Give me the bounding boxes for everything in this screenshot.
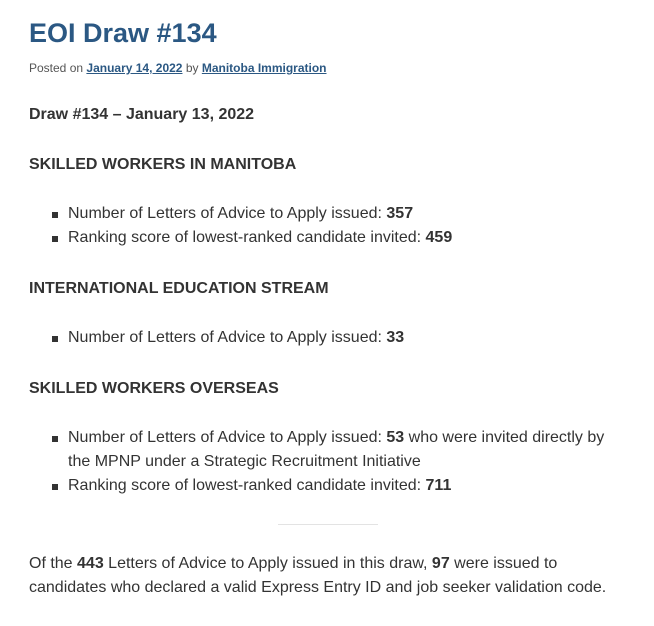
- section-heading-skilled-overseas: SKILLED WORKERS OVERSEAS: [29, 380, 279, 397]
- skilled-overseas-list: [50, 426, 620, 498]
- section-heading-skilled-manitoba: SKILLED WORKERS IN MANITOBA: [29, 156, 297, 173]
- summary-suffix: were issued to candidates who declared a valid Express Entry ID and job seeker validation code.: [29, 555, 607, 596]
- summary-total: 443: [77, 555, 104, 572]
- item-label: Ranking score of lowest-ranked candidate invited:: [68, 229, 426, 246]
- item-value: 357: [386, 205, 414, 222]
- list-item: [50, 474, 620, 498]
- summary-prefix: Of the: [29, 555, 78, 572]
- skilled-manitoba-list: [50, 202, 620, 250]
- item-value: 459: [425, 229, 453, 246]
- list-item: [50, 226, 620, 250]
- post-meta: [29, 60, 327, 76]
- summary-express-count: 97: [431, 555, 450, 572]
- item-value: 53: [386, 429, 405, 446]
- list-item: [50, 326, 620, 350]
- section-heading-international-education: INTERNATIONAL EDUCATION STREAM: [29, 280, 329, 297]
- summary-middle: Letters of Advice to Apply issued in this draw,: [103, 555, 432, 572]
- bullet-icon: [52, 484, 58, 490]
- item-label: Ranking score of lowest-ranked candidate invited:: [68, 477, 426, 494]
- item-label: Number of Letters of Advice to Apply issued:: [68, 205, 387, 222]
- item-value: 711: [425, 477, 452, 494]
- international-education-list: [50, 326, 620, 350]
- list-item: [50, 426, 620, 474]
- by-label: by: [185, 61, 199, 75]
- item-value: 33: [386, 329, 405, 346]
- item-suffix: who were invited directly by the MPNP under a Strategic Recruitment Initiative: [68, 429, 605, 470]
- post-title: EOI Draw #134: [29, 18, 217, 48]
- list-item: [50, 202, 620, 226]
- item-label: Number of Letters of Advice to Apply issued:: [68, 429, 387, 446]
- post-date-link[interactable]: January 14, 2022: [86, 61, 183, 75]
- summary-paragraph: [29, 552, 629, 600]
- bullet-icon: [52, 212, 58, 218]
- draw-heading: Draw #134 – January 13, 2022: [29, 106, 255, 123]
- bullet-icon: [52, 336, 58, 342]
- item-label: Number of Letters of Advice to Apply issued:: [68, 329, 387, 346]
- posted-on-label: Posted on: [29, 61, 84, 75]
- divider: [278, 524, 378, 525]
- author-link[interactable]: Manitoba Immigration: [201, 61, 327, 75]
- bullet-icon: [52, 436, 58, 442]
- bullet-icon: [52, 236, 58, 242]
